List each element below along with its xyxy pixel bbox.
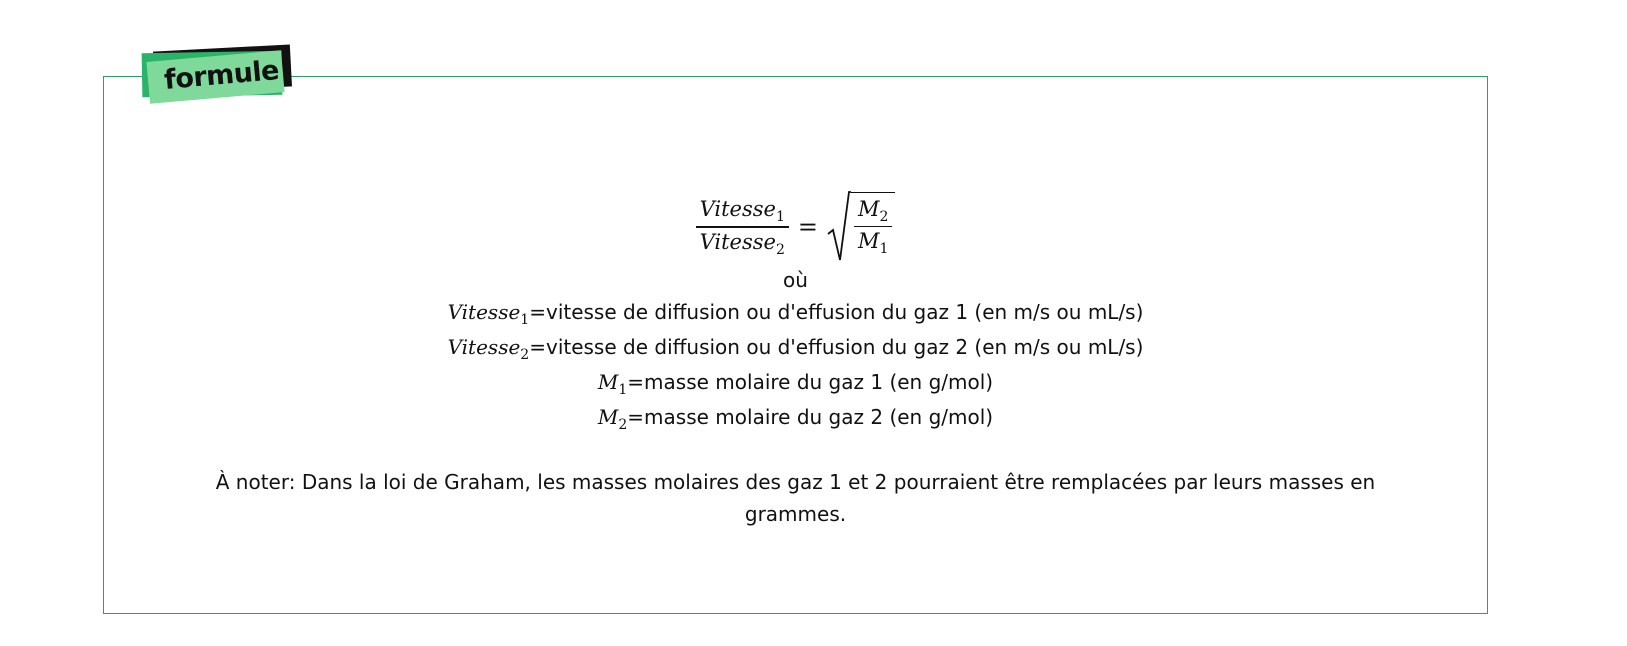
tag-label: formule <box>162 55 281 96</box>
definition-text: =masse molaire du gaz 2 (en g/mol) <box>627 405 994 429</box>
lhs-denominator-symbol: Vitesse <box>699 229 776 254</box>
equals-sign: = <box>797 213 818 241</box>
rhs-numerator-subscript: 2 <box>879 208 889 225</box>
definition-line <box>103 296 1488 331</box>
radicand <box>851 192 895 259</box>
definition-symbol: M <box>597 405 619 429</box>
definition-line <box>103 331 1488 366</box>
lhs-denominator-subscript: 2 <box>775 241 785 258</box>
definition-symbol: M <box>597 370 619 394</box>
lhs-numerator <box>696 195 789 226</box>
rhs-numerator-symbol: M <box>857 196 880 221</box>
rhs-denominator-symbol: M <box>857 229 880 253</box>
lhs-numerator-symbol: Vitesse <box>699 197 776 222</box>
definition-subscript: 2 <box>520 347 530 363</box>
graham-equation <box>696 190 896 264</box>
definition-symbol: Vitesse <box>447 335 521 359</box>
definition-text: =vitesse de diffusion ou d'effusion du gaz 1 (en m/s ou mL/s) <box>529 300 1144 324</box>
lhs-denominator <box>696 228 789 259</box>
definition-line <box>103 401 1488 436</box>
definition-text: =vitesse de diffusion ou d'effusion du gaz 2 (en m/s ou mL/s) <box>529 335 1144 359</box>
rhs-numerator <box>854 195 892 226</box>
definition-symbol: Vitesse <box>447 300 521 324</box>
definition-subscript: 1 <box>618 382 628 398</box>
rhs-fraction <box>854 195 892 259</box>
lhs-fraction <box>696 195 789 259</box>
where-label: où <box>783 268 808 292</box>
square-root <box>827 190 895 264</box>
formula-content <box>103 190 1488 530</box>
rhs-denominator <box>854 227 892 258</box>
rhs-denominator-subscript: 1 <box>879 241 889 257</box>
formula-tag <box>140 46 295 104</box>
definition-text: =masse molaire du gaz 1 (en g/mol) <box>627 370 994 394</box>
definition-subscript: 1 <box>520 312 530 328</box>
definition-line <box>103 366 1488 401</box>
radical-sign-icon <box>827 190 851 264</box>
lhs-numerator-subscript: 1 <box>775 209 785 226</box>
definition-subscript: 2 <box>618 417 628 433</box>
note-text: À noter: Dans la loi de Graham, les masses molaires des gaz 1 et 2 pourraient être remplacées par leurs masses en grammes. <box>215 470 1376 526</box>
